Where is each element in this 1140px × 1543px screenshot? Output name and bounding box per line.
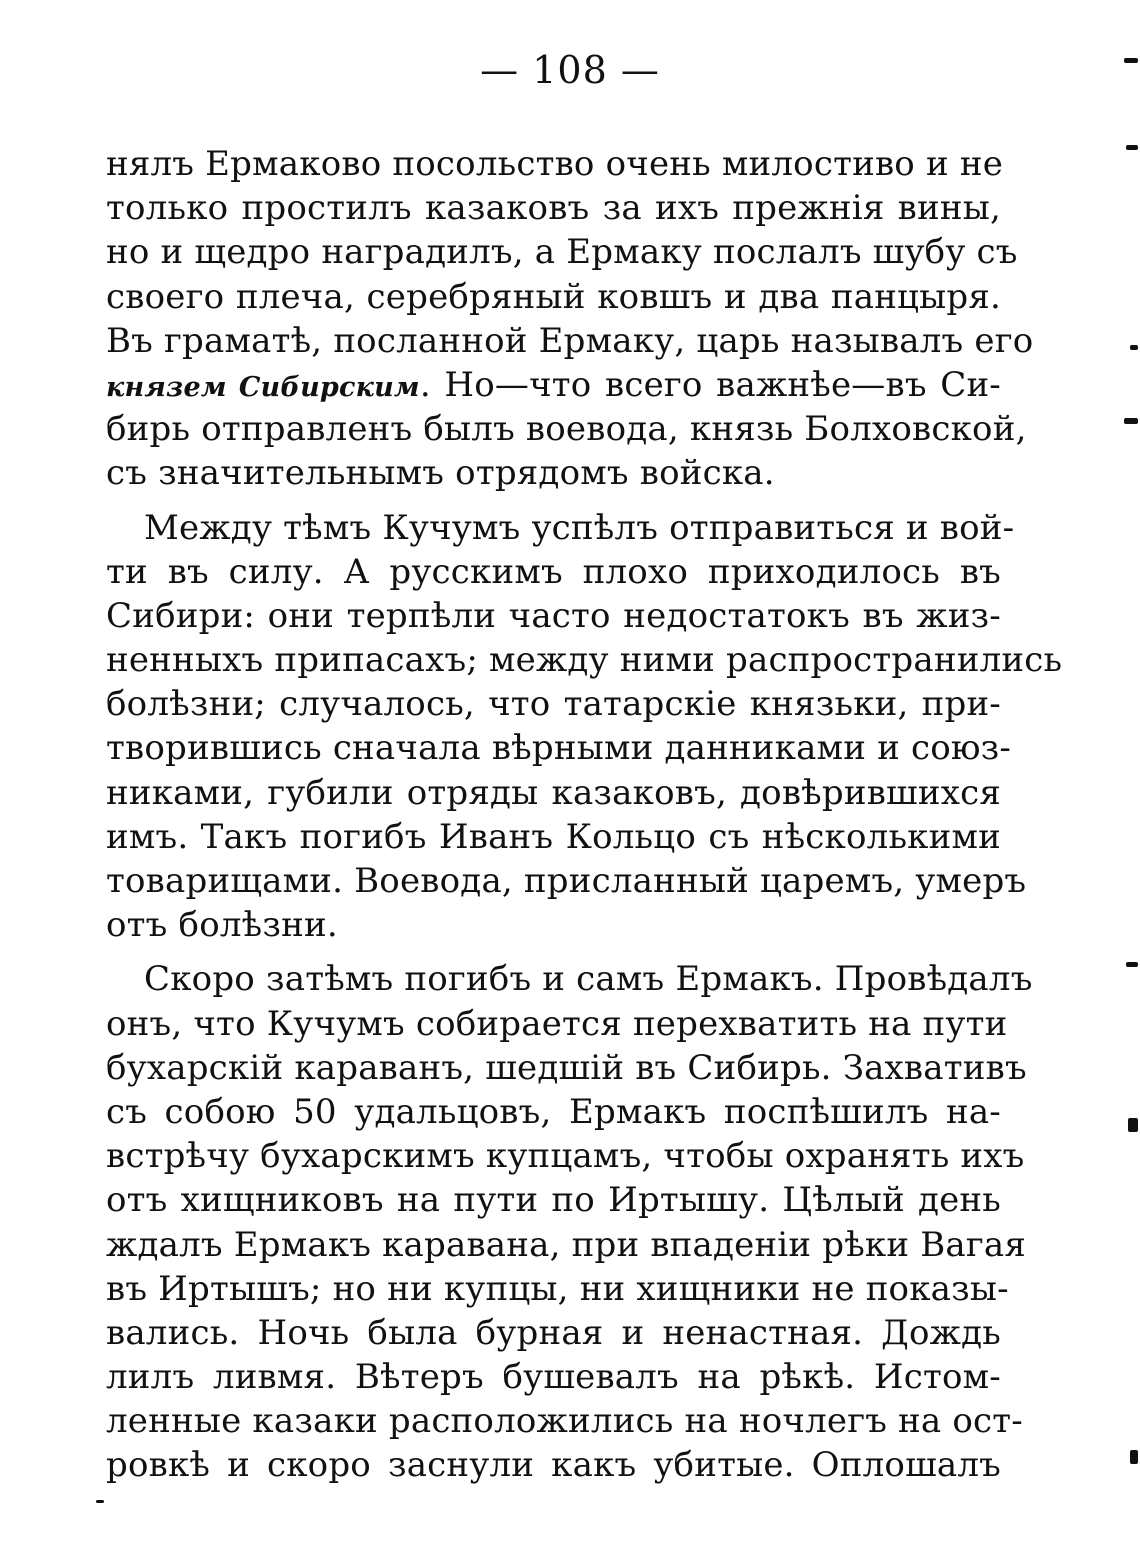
- text-line: съ значительнымъ отрядомъ войска.: [106, 453, 775, 494]
- scan-speck: [96, 1500, 104, 1503]
- text-line: вались. Ночь была бурная и ненастная. Дождь: [106, 1312, 1001, 1353]
- text-line: ненныхъ припасахъ; между ними распространились: [106, 640, 1063, 681]
- text-line: Между тѣмъ Кучумъ успѣлъ отправиться и вой-: [144, 507, 1015, 548]
- text-line: только простилъ казаковъ за ихъ прежнія вины,: [106, 188, 1001, 229]
- text-line: бирь отправленъ былъ воевода, князь Болховской,: [106, 409, 1027, 450]
- text-line-rest: . Но—что всего важнѣе—въ Си-: [419, 364, 1001, 405]
- text-line: творившись сначала вѣрными данниками и союз-: [106, 728, 1012, 769]
- text-line: своего плеча, серебряный ковшъ и два панцыря.: [106, 276, 1001, 317]
- text-line: ленные казаки расположились на ночлегъ на ост-: [106, 1401, 1023, 1442]
- text-line: ровкѣ и скоро заснули какъ убитые. Оплошалъ: [106, 1445, 1001, 1486]
- scan-speck: [1126, 962, 1138, 967]
- paragraph-2: [106, 506, 1063, 948]
- text-line: болѣзни; случалось, что татарскіе князьки, при-: [106, 684, 1001, 725]
- text-line: бухарскій караванъ, шедшій въ Сибирь. Захвативъ: [106, 1047, 1027, 1088]
- text-line: въ Иртышъ; но ни купцы, ни хищники не показы-: [106, 1268, 1009, 1309]
- text-line: товарищами. Воевода, присланный царемъ, умеръ: [106, 861, 1027, 901]
- text-line: Въ граматѣ, посланной Ермаку, царь называлъ его: [106, 320, 1034, 361]
- text-line: но и щедро наградилъ, а Ермаку послалъ шубу съ: [106, 232, 1018, 273]
- text-line: отъ хищниковъ на пути по Иртышу. Цѣлый день: [106, 1180, 1001, 1221]
- scan-speck: [1124, 418, 1138, 424]
- text-line: встрѣчу бухарскимъ купцамъ, чтобы охранять ихъ: [106, 1136, 1025, 1177]
- page-number: — 108 —: [480, 48, 660, 92]
- text-line: ти въ силу. А русскимъ плохо приходилось въ: [106, 551, 1001, 592]
- text-line: нялъ Ермаково посольство очень милостиво и не: [106, 144, 1004, 184]
- text-line: Сибири: они терпѣли часто недостатокъ въ жиз-: [106, 595, 1001, 636]
- text-line: лилъ ливмя. Вѣтеръ бушевалъ на рѣкѣ. Истом-: [106, 1357, 1001, 1398]
- text-line: отъ болѣзни.: [106, 905, 338, 946]
- text-line: ждалъ Ермакъ каравана, при впаденіи рѣки Вагая: [106, 1224, 1027, 1265]
- text-line: имъ. Такъ погибъ Иванъ Кольцо съ нѣсколькими: [106, 816, 1001, 857]
- paragraph-1: [106, 142, 1034, 496]
- scan-speck: [1124, 58, 1138, 63]
- text-line: Скоро затѣмъ погибъ и самъ Ермакъ. Провѣдалъ: [144, 959, 1033, 1000]
- paragraph-3: [106, 957, 1033, 1487]
- text-line: съ собою 50 удальцовъ, Ермакъ поспѣшилъ на-: [106, 1091, 1001, 1132]
- scan-speck: [1128, 1118, 1138, 1132]
- scan-speck: [1130, 345, 1138, 350]
- text-line: [106, 363, 1001, 407]
- body-text: [106, 142, 1063, 1488]
- scan-speck: [1126, 145, 1138, 150]
- italic-title-phrase: князем Сибирским: [106, 371, 420, 403]
- text-line: онъ, что Кучумъ собирается перехватить на пути: [106, 1003, 1008, 1044]
- text-line: никами, губили отряды казаковъ, довѣрившихся: [106, 772, 1001, 813]
- scan-speck: [1130, 1450, 1138, 1464]
